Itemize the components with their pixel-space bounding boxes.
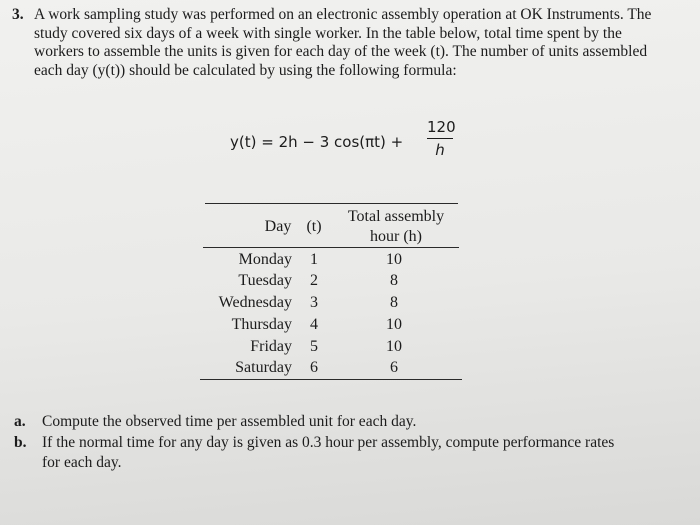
header-t: (t) <box>306 218 322 235</box>
problem-number: 3. <box>12 6 24 23</box>
cell-hours: 10 <box>386 316 402 333</box>
problem-text <box>34 6 694 80</box>
formula-fraction <box>427 118 456 159</box>
cell-hours: 10 <box>386 251 402 268</box>
cell-day: Monday <box>238 251 292 268</box>
cell-day: Saturday <box>235 359 292 376</box>
formula-lhs: y(t) = 2h − 3 cos(πt) + <box>230 133 404 151</box>
question-text: If the normal time for any day is given as 0.3 hour per assembly, compute performance rates <box>42 434 615 451</box>
header-day: Day <box>264 218 292 235</box>
question-letter: b. <box>14 434 27 451</box>
cell-t: 6 <box>310 359 318 376</box>
header-hours-line2: hour (h) <box>370 228 422 245</box>
question-text: for each day. <box>42 454 122 471</box>
problem-line: workers to assemble the units is given for each day of the week (t). The number of units assembled <box>34 43 648 60</box>
cell-t: 5 <box>310 338 318 355</box>
table-top-rule <box>205 203 458 204</box>
table-header-rule <box>203 247 459 248</box>
cell-hours: 8 <box>390 272 398 289</box>
fraction-bar <box>427 138 453 139</box>
cell-t: 4 <box>310 316 318 333</box>
header-hours-line1: Total assembly <box>347 208 445 225</box>
problem-line: each day (y(t)) should be calculated by using the following formula: <box>34 61 457 79</box>
problem-line: study covered six days of a week with single worker. In the table below, total time spent by the <box>34 24 622 42</box>
question-letter: a. <box>14 413 26 430</box>
formula-denominator: h <box>435 141 445 159</box>
cell-hours: 8 <box>390 294 398 311</box>
cell-t: 3 <box>310 294 318 311</box>
cell-day: Tuesday <box>238 272 292 289</box>
cell-t: 2 <box>310 272 318 289</box>
question-text: Compute the observed time per assembled unit for each day. <box>42 413 417 430</box>
formula-numerator: 120 <box>427 118 456 136</box>
cell-t: 1 <box>310 251 318 268</box>
cell-day: Friday <box>250 338 292 355</box>
cell-hours: 10 <box>386 338 402 355</box>
table-bottom-rule <box>200 379 462 380</box>
cell-day: Thursday <box>231 316 292 333</box>
problem-line: A work sampling study was performed on an electronic assembly operation at OK Instruments. The <box>34 6 652 23</box>
cell-hours: 6 <box>390 359 398 376</box>
cell-day: Wednesday <box>218 294 292 311</box>
